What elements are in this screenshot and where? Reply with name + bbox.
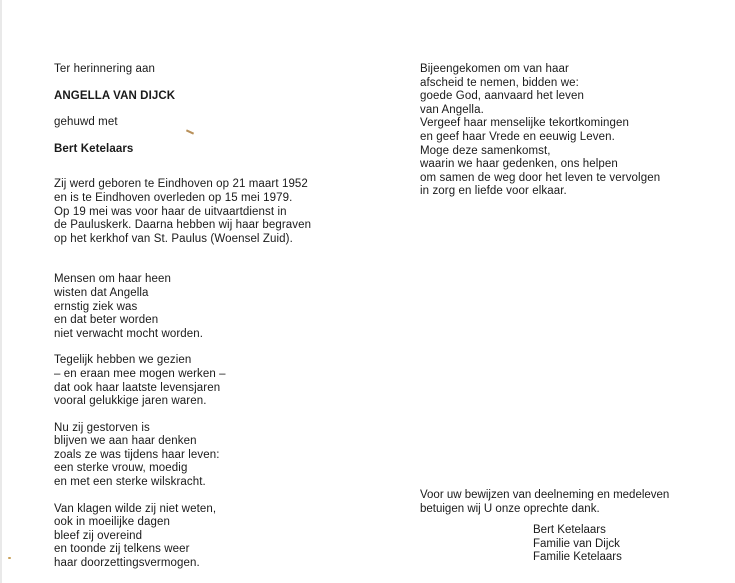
prayer-line: afscheid te nemen, bidden we:	[420, 76, 579, 89]
poem-line: zoals ze was tijdens haar leven:	[54, 448, 220, 461]
prayer-line: in zorg en liefde voor elkaar.	[420, 185, 567, 198]
poem-line: Nu zij gestorven is	[54, 421, 150, 434]
poem-line: ook in moeilijke dagen	[54, 516, 170, 529]
prayer-line: Vergeef haar menselijke tekortkomingen	[420, 117, 629, 130]
married-text: gehuwd met	[54, 116, 118, 129]
bio-paragraph	[54, 178, 374, 246]
bio-line: en is te Eindhoven overleden op 15 mei 1979.	[54, 191, 293, 204]
poem-stanza-2	[54, 354, 374, 408]
paper-speck	[8, 557, 11, 559]
bio-line: op het kerkhof van St. Paulus (Woensel Zuid).	[54, 232, 293, 245]
prayer-line: Bijeengekomen om van haar	[420, 63, 569, 75]
thanks-line: betuigen wij U onze oprechte dank.	[420, 502, 600, 515]
poem-line: en dat beter worden	[54, 314, 159, 327]
poem-line: – en eraan mee mogen werken –	[54, 367, 226, 380]
poem-line: haar doorzettingsvermogen.	[54, 557, 200, 570]
deceased-name: ANGELLA VAN DIJCK	[54, 89, 176, 102]
spouse-name: Bert Ketelaars	[54, 142, 134, 155]
poem-line: vooral gelukkige jaren waren.	[54, 395, 207, 408]
poem-line: een sterke vrouw, moedig	[54, 462, 188, 475]
bio-line: Op 19 mei was voor haar de uitvaartdienst in	[54, 205, 287, 218]
poem-line: bleef zij overeind	[54, 529, 143, 542]
bio-line: Zij werd geboren te Eindhoven op 21 maart 1952	[54, 178, 308, 191]
card-edge	[0, 0, 2, 583]
prayer-line: van Angella.	[420, 103, 484, 116]
left-column	[54, 63, 374, 571]
prayer-block	[420, 63, 720, 199]
thanks-block	[420, 489, 669, 516]
poem-line: Tegelijk hebben we gezien	[54, 354, 192, 367]
prayer-line: Moge deze samenkomst,	[420, 144, 551, 157]
signers-block	[533, 524, 622, 565]
poem-stanza-3	[54, 422, 374, 490]
thanks-line: Voor uw bewijzen van deelneming en medeleven	[420, 489, 670, 501]
poem-line: wisten dat Angella	[54, 286, 149, 299]
signer-name: Bert Ketelaars	[533, 524, 606, 536]
bio-line: de Pauluskerk. Daarna hebben wij haar begraven	[54, 219, 312, 232]
poem-line: ernstig ziek was	[54, 300, 138, 313]
prayer-line: om samen de weg door het leven te vervolgen	[420, 171, 661, 184]
prayer-line: en geef haar Vrede en eeuwig Leven.	[420, 130, 615, 143]
prayer-line: waarin we haar gedenken, ons helpen	[420, 158, 618, 171]
poem-line: blijven we aan haar denken	[54, 435, 197, 448]
poem-line: en met een sterke wilskracht.	[54, 476, 206, 489]
poem-line: Mensen om haar heen	[54, 273, 171, 286]
poem-line: dat ook haar laatste levensjaren	[54, 381, 221, 394]
signer-name: Familie Ketelaars	[533, 551, 622, 564]
poem-line: Van klagen wilde zij niet weten,	[54, 502, 217, 515]
poem-stanza-1	[54, 273, 374, 341]
poem-line: en toonde zij telkens weer	[54, 543, 190, 556]
intro-text: Ter herinnering aan	[54, 63, 155, 75]
poem-line: niet verwacht mocht worden.	[54, 327, 204, 340]
poem-stanza-4	[54, 503, 374, 571]
prayer-line: goede God, aanvaard het leven	[420, 90, 585, 103]
signer-name: Familie van Dijck	[533, 537, 620, 550]
